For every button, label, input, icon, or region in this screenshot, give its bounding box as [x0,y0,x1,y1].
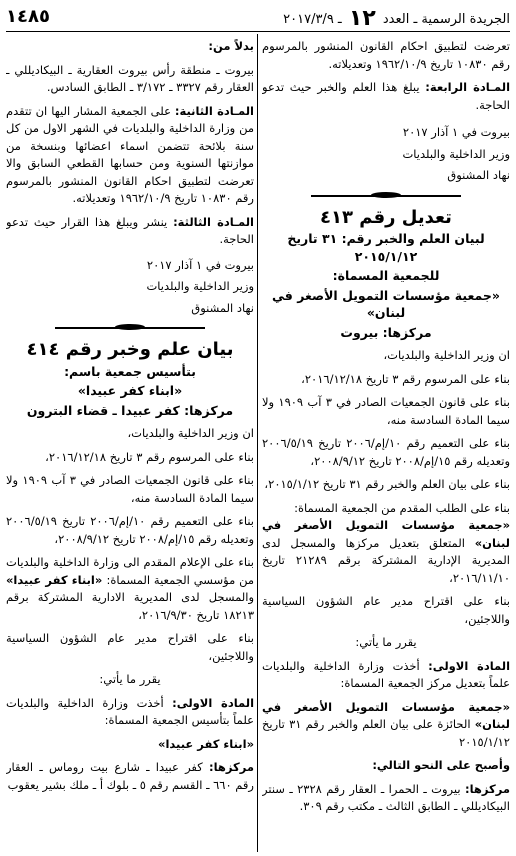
article-label: المـادة الثالثة: [173,214,254,229]
header-rule [6,31,510,32]
notice-subtitle: لبيان العلم والخبر رقم: ٣١ تاريخ ٢٠١٥/١/١٢ [287,231,485,264]
text: بناء على الطلب المقدم من الجمعية المسماة: [294,500,510,515]
signature-date: بيروت في ١ آذار ٢٠١٧ [402,125,510,139]
article-text: يبلغ هذا العلم والخبر حيث تدعو الحاجة. [262,80,510,112]
text: المتعلق بتعديل مركزها والمسجل لدى المديرية الإدارية المشتركة برقم ٢١٢٨٩ تاريخ ٢٠١٦/١١/١٠، [262,535,510,585]
article-four [262,79,510,114]
signature-name: نهاد المشنوق [447,168,510,182]
paragraph: بناء على المرسوم رقم ٣ تاريخ ٢٠١٦/١٢/١٨، [301,371,510,386]
article-label: المـادة الرابعة: [425,80,510,94]
separator-ornament [311,191,461,201]
paragraph: بناء على بيان العلم والخبر رقم ٣١ تاريخ ٢٠١٥/١/١٢، [264,477,510,491]
signature-date: بيروت في ١ آذار ٢٠١٧ [146,257,254,272]
signature-title: وزير الداخلية والبلديات [402,146,510,161]
new-hq [262,781,510,816]
article-three [6,214,254,249]
association-hq: مركزها: كفر عبيدا ـ قضاء البترون [26,402,234,418]
paragraph [262,699,510,752]
association-name: «جمعية مؤسسات التمويل الأصغر في لبنان» [262,699,510,731]
text: والمسجل لدى المديرية الادارية المشتركة برقم ١٨٢١٣ تاريخ ٢٠١٦/٩/٣٠، [6,590,254,622]
paragraph: بناء على التعميم رقم ١٠/إم/٢٠٠٦ تاريخ ٢٠٠٦/٥/١٩ وتعديله رقم ١٥/إم/٢٠٠٨ تاريخ ٢٠٠٨/٩/١٢، [262,436,510,468]
notice-title: تعديل رقم ٤١٣ [320,206,452,228]
association-name: «ابناء كفر عبيدا» [158,736,254,751]
article-label: المادة الاولى: [172,695,254,710]
issue-number: ١٢ [348,5,376,31]
article-one [6,695,254,730]
left-column [6,38,254,856]
article-one [262,658,510,693]
notice-subtitle: بتأسيس جمعية باسم: [64,363,196,379]
paragraph: بناء على المرسوم رقم ٣ تاريخ ٢٠١٦/١٢/١٨، [45,449,254,464]
paragraph: ان وزير الداخلية والبلديات، [383,348,510,362]
column-divider [257,34,258,852]
association-name: «ابناء كفر عبيدا» [77,383,183,398]
article-text: على الجمعية المشار اليها ان تتقدم من وزارة الداخلية والبلديات في الشهر الاول من كل سنة بلائحة تتضمن اسماء اعضائها وبنسخة من موازنتها السنوية ومن حسابها القطعي السابق والا تعرضت لتطبيق احكام القانون المنشور بالمرسوم رقم ١٠٨٣٠ تاريخ ١٩٦٢/١٠/٩ وتعديلاته. [6,103,254,205]
decides-heading: يقرر ما يأتي: [355,635,417,649]
running-head [283,4,510,29]
text: الحائزة على بيان العلم والخبر رقم ٣١ تاريخ ٢٠١٥/١/١٢ [262,717,510,749]
decides-heading: يقرر ما يأتي: [99,672,161,686]
article-text: أخذت وزارة الداخلية والبلديات علماً بتأسيس الجمعية المسماة: [6,695,254,727]
page-header [6,4,510,31]
hq-label: مركزها: [464,781,510,796]
signature-name: نهاد المشنوق [191,300,254,315]
text: بناء على الإعلام المقدم الى وزارة الداخلية والبلديات من مؤسسي الجمعية المسماة: [6,555,254,587]
new-hq [6,759,254,794]
paragraph [6,554,254,624]
association-name: «جمعية مؤسسات التمويل الأصغر في لبنان» [262,518,510,550]
hq-label: مركزها: [208,760,254,774]
paragraph: تعرضت لتطبيق احكام القانون المنشور بالمرسوم رقم ١٠٨٣٠ تاريخ ١٩٦٢/١٠/٩ وتعديلاته. [262,39,510,71]
right-column [262,38,510,856]
hq-text: كفر عبيدا ـ شارع بيت روماس ـ العقار رقم ٦٦٠ ـ القسم رقم ٥ ـ بلوك أ ـ ملك بشير يعقوب [6,760,254,792]
paragraph: بناء على قانون الجمعيات الصادر في ٣ آب ١٩٠٩ ولا سيما المادة السادسة منه، [262,395,510,427]
notice-subtitle: للجمعية المسماة: [332,268,440,283]
separator-ornament [55,323,205,333]
paragraph [262,500,510,588]
article-two [6,103,254,208]
gazette-name: الجريدة الرسمية ـ العدد [382,11,510,27]
paragraph: ان وزير الداخلية والبلديات، [127,426,254,440]
article-label: المـادة الثانية: [174,103,254,118]
article-text: ينشر ويبلغ هذا القرار حيث تدعو الحاجة. [6,214,254,246]
paragraph: بناء على اقتراح مدير عام الشؤون السياسية واللاجئين، [262,594,510,626]
became-heading: وأصبح على النحو التالي: [372,758,510,772]
paragraph: بناء على قانون الجمعيات الصادر في ٣ آب ١٩٠٩ ولا سيما المادة السادسة منه، [6,473,254,505]
article-text: أخذت وزارة الداخلية والبلديات علماً بتعديل مركز الجمعية المسماة: [262,658,510,690]
association-name: «ابناء كفر عبيدا» [6,572,107,587]
paragraph: بيروت ـ منطقة رأس بيروت العقارية ـ البيكاديللي ـ العقار رقم ٣٣٢٧ ـ ٣/١٧٢ ـ الطابق السادس. [6,62,254,94]
paragraph: بناء على التعميم رقم ١٠/إم/٢٠٠٦ تاريخ ٢٠٠٦/٥/١٩ وتعديله رقم ١٥/إم/٢٠٠٨ تاريخ ٢٠٠٨/٩/١٢، [6,514,254,546]
signature-title: وزير الداخلية والبلديات [146,279,254,293]
page-number: ١٤٨٥ [6,5,50,27]
hq-text: بيروت ـ الحمرا ـ العقار رقم ٢٣٢٨ ـ سنتر البيكاديللي ـ الطابق الثالث ـ مكتب رقم ٣٠٩. [262,781,510,813]
association-hq: مركزها: بيروت [340,324,432,340]
article-label: المادة الاولى: [428,658,510,673]
issue-date: ـ ٢٠١٧/٣/٩ [283,11,342,27]
association-name: «جمعية مؤسسات التمويل الأصغر في لبنان» [272,287,500,320]
paragraph: بناء على اقتراح مدير عام الشؤون السياسية واللاجئين، [6,631,254,663]
notice-title: بيان علم وخبر رقم ٤١٤ [26,339,234,360]
instead-label: بدلاً من: [208,39,254,53]
